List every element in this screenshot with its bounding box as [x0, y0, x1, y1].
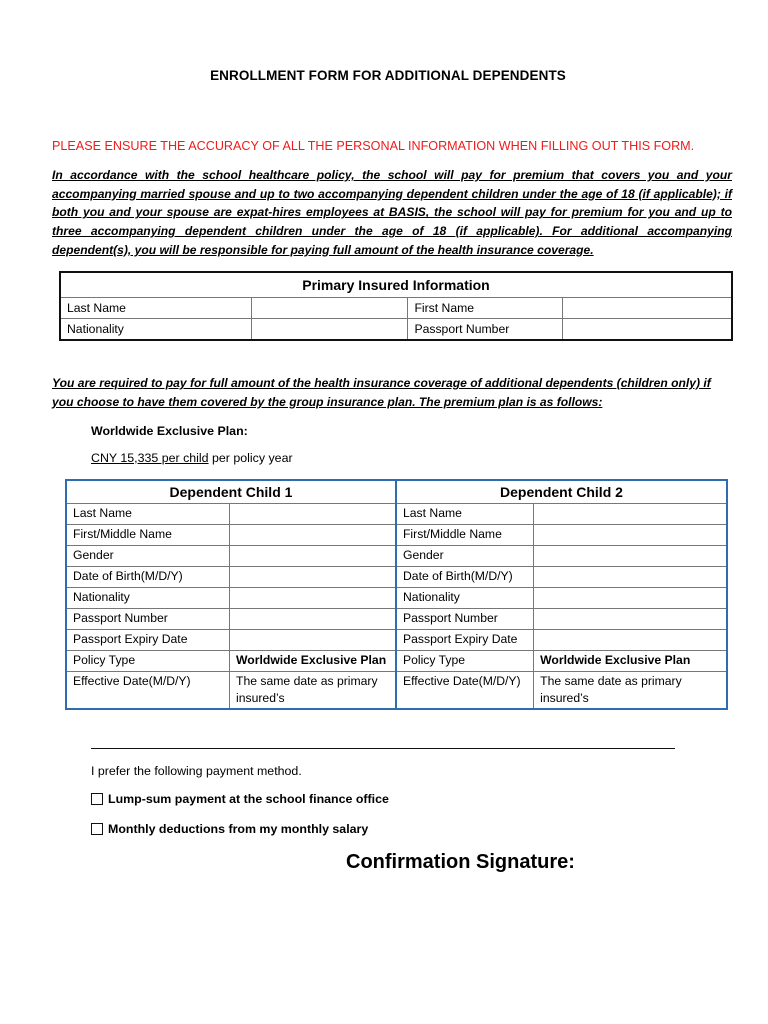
child-1-field-value[interactable] [230, 567, 396, 588]
child-1-field-value[interactable] [230, 504, 396, 525]
child-2-field-label: Passport Expiry Date [396, 630, 534, 651]
dependent-row [66, 588, 727, 609]
child-2-heading: Dependent Child 2 [396, 480, 727, 504]
child-1-field-value[interactable] [230, 546, 396, 567]
policy-paragraph: In accordance with the school healthcare policy, the school will pay for premium that covers you and your accompanying married spouse and up to two accompanying dependent children under the age of 18 (if applicable); if both you and your spouse are expat-hires employees at BASIS, the school will pay for premium for you and up to three accompanying dependent children under the age of 18 (if applicable). For additional accompanying dependent(s), you will be responsible for paying full amount of the health insurance coverage. [52, 168, 732, 257]
child-2-field-value: The same date as primary insured’s [534, 672, 727, 710]
child-1-heading: Dependent Child 1 [66, 480, 396, 504]
dependent-row [66, 630, 727, 651]
primary-nationality-field[interactable] [252, 319, 408, 341]
child-2-field-label: Passport Number [396, 609, 534, 630]
child-2-field-label: First/Middle Name [396, 525, 534, 546]
monthly-label: Monthly deductions from my monthly salary [108, 822, 369, 836]
dependent-row [66, 504, 727, 525]
child-2-field-label: Policy Type [396, 651, 534, 672]
child-2-field-label: Date of Birth(M/D/Y) [396, 567, 534, 588]
confirmation-signature-heading: Confirmation Signature: [346, 851, 575, 873]
payment-option-monthly[interactable] [91, 822, 368, 836]
child-1-field-label: Gender [66, 546, 230, 567]
primary-passport-number-field[interactable] [563, 319, 732, 341]
child-2-field-label: Nationality [396, 588, 534, 609]
child-1-field-value[interactable] [230, 609, 396, 630]
plan-price-suffix: per policy year [208, 451, 293, 465]
lump-sum-checkbox[interactable] [91, 793, 103, 805]
child-1-field-value[interactable] [230, 588, 396, 609]
accuracy-warning: PLEASE ENSURE THE ACCURACY OF ALL THE PERSONAL INFORMATION WHEN FILLING OUT THIS FORM. [52, 139, 695, 153]
dependents-table [65, 479, 728, 710]
child-2-field-label: Last Name [396, 504, 534, 525]
first-name-label: First Name [408, 298, 563, 319]
dependent-row [66, 672, 727, 710]
child-1-field-label: Passport Number [66, 609, 230, 630]
child-1-field-value[interactable] [230, 630, 396, 651]
child-2-field-value[interactable] [534, 525, 727, 546]
form-title: ENROLLMENT FORM FOR ADDITIONAL DEPENDENTS [210, 68, 566, 83]
child-2-field-value[interactable] [534, 567, 727, 588]
child-2-field-label: Gender [396, 546, 534, 567]
last-name-label: Last Name [60, 298, 252, 319]
child-2-field-value[interactable] [534, 588, 727, 609]
dependent-row [66, 525, 727, 546]
child-1-field-label: Passport Expiry Date [66, 630, 230, 651]
payment-intro: I prefer the following payment method. [91, 764, 302, 778]
requirement-paragraph: You are required to pay for full amount of the health insurance coverage of additional dependents (children only) if you choose to have them covered by the group insurance plan. The premium plan is as follows: [52, 376, 711, 409]
child-1-field-label: Nationality [66, 588, 230, 609]
child-2-field-value[interactable] [534, 609, 727, 630]
payment-option-lump-sum[interactable] [91, 792, 389, 806]
primary-insured-table [59, 271, 733, 341]
child-2-field-value[interactable] [534, 546, 727, 567]
child-1-field-value[interactable] [230, 525, 396, 546]
child-2-field-label: Effective Date(M/D/Y) [396, 672, 534, 710]
lump-sum-label: Lump-sum payment at the school finance office [108, 792, 389, 806]
dependent-row [66, 567, 727, 588]
child-1-field-label: Last Name [66, 504, 230, 525]
dependents-rows [66, 504, 727, 710]
primary-insured-heading: Primary Insured Information [60, 272, 732, 298]
primary-last-name-field[interactable] [252, 298, 408, 319]
child-2-field-value[interactable] [534, 504, 727, 525]
primary-first-name-field[interactable] [563, 298, 732, 319]
child-1-field-label: Effective Date(M/D/Y) [66, 672, 230, 710]
child-2-field-value: Worldwide Exclusive Plan [534, 651, 727, 672]
monthly-checkbox[interactable] [91, 823, 103, 835]
nationality-label: Nationality [60, 319, 252, 341]
plan-price-amount: CNY 15,335 per child [91, 451, 209, 465]
dependent-row [66, 651, 727, 672]
child-1-field-label: Policy Type [66, 651, 230, 672]
dependent-row [66, 546, 727, 567]
dependent-row [66, 609, 727, 630]
child-1-field-value: Worldwide Exclusive Plan [230, 651, 396, 672]
plan-price [91, 451, 293, 465]
passport-number-label: Passport Number [408, 319, 563, 341]
child-2-field-value[interactable] [534, 630, 727, 651]
signature-line[interactable] [91, 748, 675, 749]
plan-name: Worldwide Exclusive Plan: [91, 424, 248, 438]
child-1-field-value: The same date as primary insured’s [230, 672, 396, 710]
child-1-field-label: First/Middle Name [66, 525, 230, 546]
child-1-field-label: Date of Birth(M/D/Y) [66, 567, 230, 588]
